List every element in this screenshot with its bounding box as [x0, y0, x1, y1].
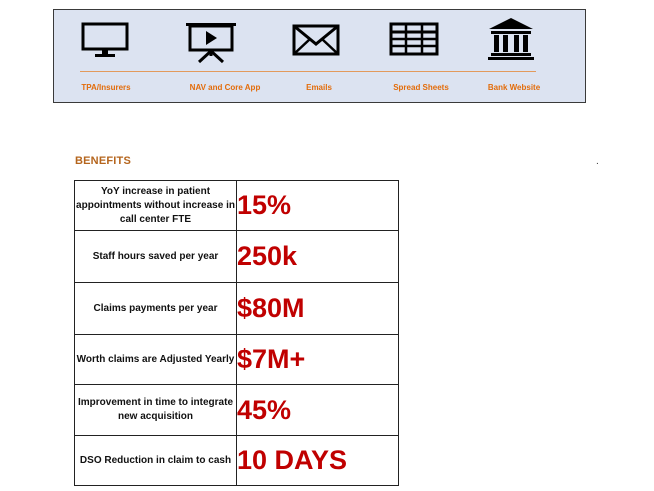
benefit-description: Improvement in time to integrate new acquisition	[75, 385, 237, 436]
benefit-description: YoY increase in patient appointments without increase in call center FTE	[75, 181, 237, 231]
banner-label-tpa-insurers: TPA/Insurers	[81, 83, 131, 92]
benefit-value: 250k	[237, 231, 399, 283]
systems-banner	[53, 9, 586, 103]
table-row	[75, 283, 399, 335]
benefit-description: Worth claims are Adjusted Yearly	[75, 335, 237, 385]
spreadsheet-grid-icon	[388, 20, 440, 60]
banner-label-spread-sheets: Spread Sheets	[393, 83, 449, 92]
table-row	[75, 385, 399, 436]
benefit-description: DSO Reduction in claim to cash	[75, 436, 237, 486]
benefit-value: 45%	[237, 385, 399, 436]
table-row	[75, 335, 399, 385]
banner-divider	[80, 71, 536, 72]
banner-label-emails: Emails	[306, 83, 332, 92]
stray-dot: .	[596, 156, 599, 167]
table-row	[75, 231, 399, 283]
benefit-value: 15%	[237, 181, 399, 231]
envelope-icon	[291, 20, 341, 60]
table-row	[75, 436, 399, 486]
banner-label-bank-website: Bank Website	[487, 83, 541, 92]
benefit-description: Claims payments per year	[75, 283, 237, 335]
benefit-value: 10 DAYS	[237, 436, 399, 486]
benefits-heading: BENEFITS	[75, 155, 131, 167]
benefit-value: $80M	[237, 283, 399, 335]
benefits-table	[74, 180, 399, 486]
presentation-screen-icon	[184, 20, 238, 64]
benefit-description: Staff hours saved per year	[75, 231, 237, 283]
bank-building-icon	[486, 16, 536, 62]
benefit-value: $7M+	[237, 335, 399, 385]
banner-label-nav-core-app: NAV and Core App	[189, 83, 261, 92]
table-row	[75, 181, 399, 231]
monitor-icon	[80, 20, 130, 60]
